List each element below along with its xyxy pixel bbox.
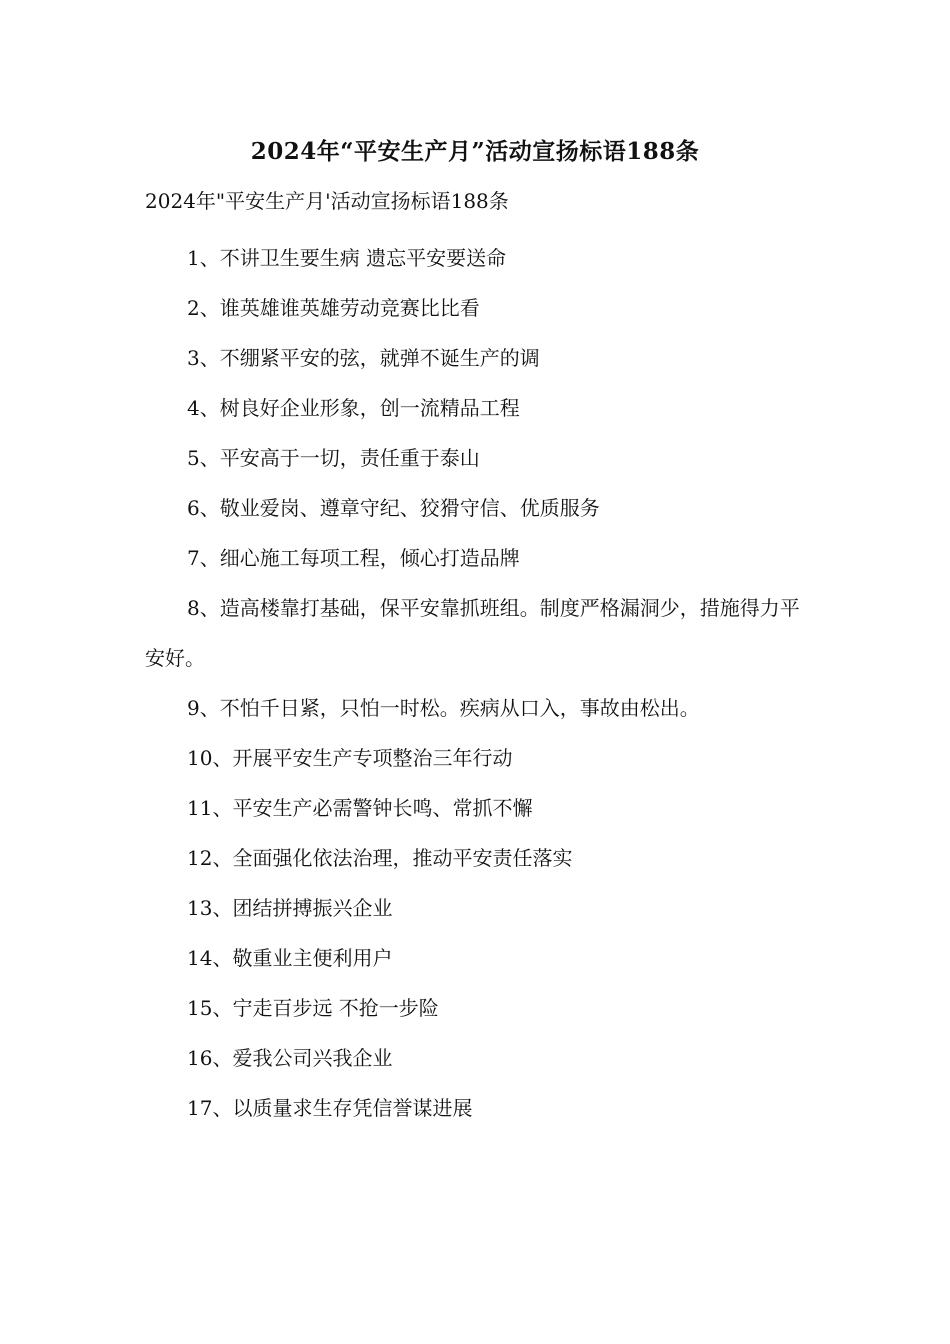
document-title: 2024年“平安生产月”活动宣扬标语188条 xyxy=(250,138,700,165)
slogan-item: 4、树良好企业形象，创一流精品工程 xyxy=(187,396,520,420)
slogan-list xyxy=(145,233,813,1133)
slogan-item: 14、敬重业主便利用户 xyxy=(187,946,393,970)
slogan-item: 17、以质量求生存凭信誉谋进展 xyxy=(187,1096,473,1120)
document-subtitle: 2024年"平安生产月'活动宣扬标语188条 xyxy=(145,189,509,213)
slogan-item: 13、团结拼搏振兴企业 xyxy=(187,896,393,920)
slogan-item: 3、不绷紧平安的弦，就弹不诞生产的调 xyxy=(187,346,540,370)
slogan-item: 15、宁走百步远 不抢一步险 xyxy=(187,996,439,1020)
slogan-item: 5、平安高于一切，责任重于泰山 xyxy=(187,446,480,470)
slogan-item: 2、谁英雄谁英雄劳动竞赛比比看 xyxy=(187,296,480,320)
slogan-item: 6、敬业爱岗、遵章守纪、狡猾守信、优质服务 xyxy=(187,496,600,520)
slogan-item: 16、爱我公司兴我企业 xyxy=(187,1046,393,1070)
slogan-item: 7、细心施工每项工程，倾心打造品牌 xyxy=(187,546,520,570)
slogan-item: 1、不讲卫生要生病 遗忘平安要送命 xyxy=(187,246,507,270)
slogan-item: 10、开展平安生产专项整治三年行动 xyxy=(187,746,513,770)
slogan-item: 11、平安生产必需警钟长鸣、常抓不懈 xyxy=(187,796,533,820)
slogan-item: 12、全面强化依法治理，推动平安责任落实 xyxy=(187,846,573,870)
slogan-item: 8、造高楼靠打基础，保平安靠抓班组。制度严格漏洞少，措施得力平安好。 xyxy=(145,596,800,670)
slogan-item: 9、不怕千日紧，只怕一时松。疾病从口入，事故由松出。 xyxy=(187,696,700,720)
